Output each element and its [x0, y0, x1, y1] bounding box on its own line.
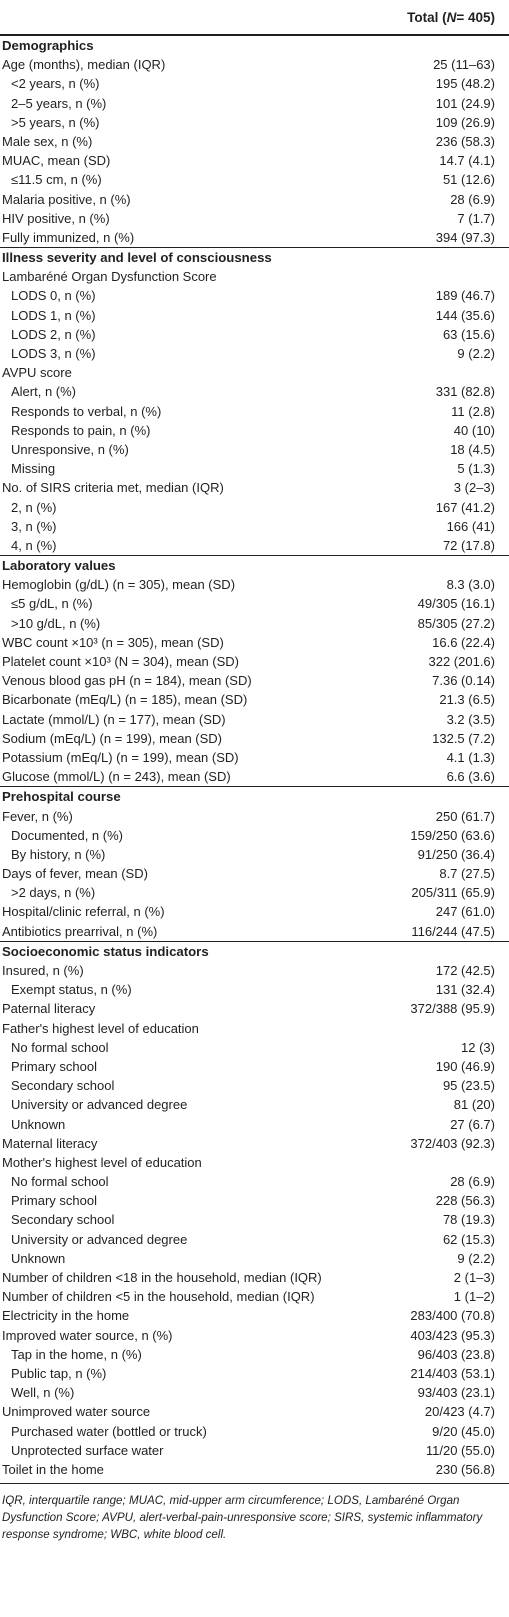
row-label: Potassium (mEq/L) (n = 199), mean (SD) — [2, 749, 239, 765]
row-label: Age (months), median (IQR) — [2, 57, 166, 73]
section-header — [0, 786, 509, 806]
row-value: 85/305 (27.2) — [417, 615, 495, 631]
row-label: Responds to pain, n (%) — [11, 422, 151, 438]
row-value: 12 (3) — [461, 1039, 495, 1055]
row-value: 25 (11–63) — [433, 57, 495, 73]
table-row — [0, 594, 509, 613]
table-row — [0, 690, 509, 709]
row-value: 236 (58.3) — [435, 133, 495, 149]
row-value: 7.36 (0.14) — [432, 673, 495, 689]
row-value: 116/244 (47.5) — [411, 923, 495, 939]
table-row — [0, 1287, 509, 1306]
row-label: Hemoglobin (g/dL) (n = 305), mean (SD) — [2, 577, 236, 593]
table-row — [0, 478, 509, 497]
row-label: Lactate (mmol/L) (n = 177), mean (SD) — [2, 711, 226, 727]
row-value: 11/20 (55.0) — [425, 1442, 495, 1458]
table-row — [0, 729, 509, 748]
row-value: 159/250 (63.6) — [410, 827, 495, 843]
row-value: 7 (1.7) — [457, 210, 495, 226]
row-value: 28 (6.9) — [450, 191, 495, 207]
row-label: Primary school — [11, 1058, 97, 1074]
row-value: 96/403 (23.8) — [417, 1346, 495, 1362]
row-value: 51 (12.6) — [442, 172, 495, 188]
row-label: Venous blood gas pH (n = 184), mean (SD) — [2, 673, 252, 689]
table-row — [0, 845, 509, 864]
row-label: Primary school — [11, 1193, 97, 1209]
row-label: <2 years, n (%) — [11, 76, 100, 92]
row-label: Maternal literacy — [2, 1135, 98, 1151]
row-label: Socioeconomic status indicators — [2, 943, 209, 959]
table-body — [0, 35, 509, 1479]
row-label: Paternal literacy — [2, 1001, 96, 1017]
row-value: 131 (32.4) — [435, 982, 495, 998]
row-value: 3 (2–3) — [453, 480, 495, 496]
row-label: University or advanced degree — [11, 1231, 188, 1247]
table-row — [0, 1230, 509, 1249]
row-label: Illness severity and level of consciousness — [2, 250, 272, 266]
row-label: 2–5 years, n (%) — [11, 95, 107, 111]
table-row — [0, 864, 509, 883]
row-value: 394 (97.3) — [435, 229, 495, 245]
row-value: 372/388 (95.9) — [410, 1001, 495, 1017]
row-label: Secondary school — [11, 1078, 115, 1094]
row-value: 214/403 (53.1) — [410, 1365, 495, 1381]
row-label: Alert, n (%) — [11, 384, 77, 400]
row-value: 49/305 (16.1) — [417, 596, 495, 612]
row-label: >10 g/dL, n (%) — [11, 615, 101, 631]
table-row — [0, 1364, 509, 1383]
row-value: 62 (15.3) — [442, 1231, 495, 1247]
table-row — [0, 1153, 509, 1172]
row-label: WBC count ×10³ (n = 305), mean (SD) — [2, 634, 224, 650]
table-row — [0, 382, 509, 401]
table-row — [0, 113, 509, 132]
row-value: 132.5 (7.2) — [432, 730, 495, 746]
table-row — [0, 883, 509, 902]
row-label: No. of SIRS criteria met, median (IQR) — [2, 480, 224, 496]
column-header-suffix: = 405) — [456, 9, 495, 25]
row-value: 8.3 (3.0) — [446, 577, 495, 593]
row-label: LODS 0, n (%) — [11, 288, 96, 304]
table-row — [0, 325, 509, 344]
table-row — [0, 1268, 509, 1287]
row-value: 28 (6.9) — [450, 1174, 495, 1190]
table-row — [0, 575, 509, 594]
footnote: IQR, interquartile range; MUAC, mid-upper arm circumference; LODS, Lambaréné Organ Dysfunction Score; AVPU, alert-verbal-pain-unresponsive score; SIRS, systemic inflammatory response syndrome; WBC, white blood cell. — [0, 1483, 509, 1543]
row-label: No formal school — [11, 1174, 109, 1190]
table-row — [0, 980, 509, 999]
table-row — [0, 1210, 509, 1229]
row-value: 190 (46.9) — [435, 1058, 495, 1074]
row-label: Lambaréné Organ Dysfunction Score — [2, 269, 217, 285]
row-value: 403/423 (95.3) — [410, 1327, 495, 1343]
table-row — [0, 363, 509, 382]
table-row — [0, 633, 509, 652]
row-label: Number of children <5 in the household, median (IQR) — [2, 1289, 315, 1305]
table-row — [0, 922, 509, 941]
table-row — [0, 1402, 509, 1421]
row-label: 2, n (%) — [11, 499, 57, 515]
table-row — [0, 1383, 509, 1402]
row-label: Number of children <18 in the household, median (IQR) — [2, 1270, 322, 1285]
row-value: 195 (48.2) — [435, 76, 495, 92]
table-row — [0, 498, 509, 517]
row-value: 91/250 (36.4) — [417, 846, 495, 862]
table-row — [0, 1095, 509, 1114]
row-label: Insured, n (%) — [2, 963, 84, 978]
table-row — [0, 652, 509, 671]
row-label: Bicarbonate (mEq/L) (n = 185), mean (SD) — [2, 692, 248, 708]
table-row — [0, 1172, 509, 1191]
table-row — [0, 1019, 509, 1038]
row-value: 372/403 (92.3) — [410, 1135, 495, 1151]
row-label: Well, n (%) — [11, 1385, 75, 1401]
row-value: 11 (2.8) — [451, 403, 495, 419]
table-row — [0, 286, 509, 305]
table-row — [0, 74, 509, 93]
table-row — [0, 1306, 509, 1325]
table-row — [0, 1441, 509, 1460]
row-label: ≤11.5 cm, n (%) — [11, 172, 102, 188]
row-label: Documented, n (%) — [11, 827, 123, 843]
row-label: University or advanced degree — [11, 1097, 188, 1113]
row-label: HIV positive, n (%) — [2, 210, 110, 226]
row-label: MUAC, mean (SD) — [2, 153, 111, 169]
row-label: Unprotected surface water — [11, 1442, 164, 1458]
row-label: Missing — [11, 461, 56, 477]
table-row — [0, 1345, 509, 1364]
row-value: 247 (61.0) — [435, 904, 495, 920]
row-value: 3.2 (3.5) — [446, 711, 495, 727]
table-row — [0, 961, 509, 980]
table-row — [0, 267, 509, 286]
row-label: By history, n (%) — [11, 846, 106, 862]
row-label: Unresponsive, n (%) — [11, 441, 129, 457]
row-label: >5 years, n (%) — [11, 114, 100, 130]
row-value: 16.6 (22.4) — [432, 634, 495, 650]
row-label: >2 days, n (%) — [11, 885, 96, 901]
table-row — [0, 536, 509, 555]
row-value: 1 (1–2) — [453, 1289, 495, 1305]
table-row — [0, 1460, 509, 1479]
row-value: 63 (15.6) — [442, 326, 495, 342]
row-label: Demographics — [2, 38, 94, 53]
row-value: 230 (56.8) — [435, 1461, 495, 1477]
section-header — [0, 35, 509, 55]
row-value: 14.7 (4.1) — [439, 153, 495, 169]
table-row — [0, 1249, 509, 1268]
table-row — [0, 902, 509, 921]
row-value: 18 (4.5) — [450, 441, 495, 457]
row-label: LODS 3, n (%) — [11, 346, 96, 361]
table-row — [0, 209, 509, 228]
table-row — [0, 440, 509, 459]
row-value: 72 (17.8) — [442, 537, 495, 553]
row-value: 9/20 (45.0) — [432, 1423, 495, 1439]
row-label: Antibiotics prearrival, n (%) — [2, 923, 158, 939]
row-label: Public tap, n (%) — [11, 1365, 107, 1381]
row-label: Improved water source, n (%) — [2, 1327, 173, 1343]
row-value: 5 (1.3) — [457, 461, 495, 477]
column-header-prefix: Total ( — [407, 9, 447, 25]
row-value: 144 (35.6) — [435, 307, 495, 323]
row-label: LODS 1, n (%) — [11, 307, 96, 323]
row-value: 40 (10) — [453, 422, 495, 438]
row-label: Glucose (mmol/L) (n = 243), mean (SD) — [2, 769, 231, 785]
table-row — [0, 614, 509, 633]
row-label: 4, n (%) — [11, 537, 57, 553]
row-label: Toilet in the home — [2, 1461, 104, 1477]
row-value: 205/311 (65.9) — [411, 885, 495, 901]
table-row — [0, 459, 509, 478]
row-value: 101 (24.9) — [435, 95, 495, 111]
table-row — [0, 748, 509, 767]
table-row — [0, 94, 509, 113]
table-row — [0, 517, 509, 536]
row-label: Mother's highest level of education — [2, 1154, 202, 1170]
row-value: 167 (41.2) — [435, 499, 495, 515]
row-value: 20/423 (4.7) — [424, 1404, 495, 1420]
row-label: LODS 2, n (%) — [11, 326, 96, 342]
row-value: 322 (201.6) — [428, 654, 495, 669]
table-row — [0, 190, 509, 209]
table-row — [0, 1038, 509, 1057]
row-value: 4.1 (1.3) — [446, 749, 495, 765]
row-value: 81 (20) — [453, 1097, 495, 1113]
section-header — [0, 555, 509, 575]
row-value: 93/403 (23.1) — [417, 1385, 495, 1401]
row-label: AVPU score — [2, 365, 72, 381]
table-row — [0, 170, 509, 189]
row-label: Father's highest level of education — [2, 1020, 199, 1036]
section-header — [0, 247, 509, 267]
table-row — [0, 807, 509, 826]
row-label: Malaria positive, n (%) — [2, 191, 131, 207]
table-row — [0, 55, 509, 74]
table-row — [0, 710, 509, 729]
row-label: Unknown — [11, 1116, 66, 1132]
row-label: Fever, n (%) — [2, 808, 73, 824]
table-row — [0, 1191, 509, 1210]
row-label: Days of fever, mean (SD) — [2, 866, 148, 882]
table-row — [0, 132, 509, 151]
table-row — [0, 1134, 509, 1153]
row-label: Sodium (mEq/L) (n = 199), mean (SD) — [2, 730, 222, 746]
column-header — [0, 0, 509, 35]
table-row — [0, 1326, 509, 1345]
row-label: Responds to verbal, n (%) — [11, 403, 162, 419]
row-label: Laboratory values — [2, 558, 116, 574]
row-value: 331 (82.8) — [435, 384, 495, 400]
row-value: 9 (2.2) — [457, 346, 495, 361]
row-value: 2 (1–3) — [453, 1270, 495, 1285]
row-label: Hospital/clinic referral, n (%) — [2, 904, 165, 920]
row-value: 78 (19.3) — [442, 1212, 495, 1228]
table-row — [0, 344, 509, 363]
row-value: 172 (42.5) — [435, 963, 495, 978]
table-row — [0, 402, 509, 421]
table-row — [0, 421, 509, 440]
row-value: 166 (41) — [446, 518, 495, 534]
row-label: 3, n (%) — [11, 518, 57, 534]
row-value: 228 (56.3) — [435, 1193, 495, 1209]
row-value: 8.7 (27.5) — [439, 866, 495, 882]
row-label: Purchased water (bottled or truck) — [11, 1423, 207, 1439]
table-row — [0, 999, 509, 1018]
table-row — [0, 228, 509, 247]
row-value: 6.6 (3.6) — [446, 769, 495, 785]
row-value: 9 (2.2) — [457, 1250, 495, 1266]
row-label: Electricity in the home — [2, 1308, 130, 1324]
row-value: 21.3 (6.5) — [439, 692, 495, 708]
table-row — [0, 306, 509, 325]
table-row — [0, 826, 509, 845]
row-value: 189 (46.7) — [435, 288, 495, 304]
table-row — [0, 671, 509, 690]
row-value: 109 (26.9) — [435, 114, 495, 130]
row-label: Male sex, n (%) — [2, 133, 93, 149]
row-label: Fully immunized, n (%) — [2, 229, 135, 245]
table-row — [0, 1076, 509, 1095]
section-header — [0, 941, 509, 961]
row-label: Secondary school — [11, 1212, 115, 1228]
row-label: Platelet count ×10³ (N = 304), mean (SD) — [2, 654, 240, 669]
row-label: Exempt status, n (%) — [11, 982, 132, 998]
table-row — [0, 1422, 509, 1441]
row-label: Unimproved water source — [2, 1404, 151, 1420]
table-row — [0, 151, 509, 170]
row-value: 95 (23.5) — [442, 1078, 495, 1094]
row-value: 250 (61.7) — [435, 808, 495, 824]
row-label: ≤5 g/dL, n (%) — [11, 596, 93, 612]
table-row — [0, 1115, 509, 1134]
table-row — [0, 767, 509, 786]
row-value: 27 (6.7) — [450, 1116, 495, 1132]
table-row — [0, 1057, 509, 1076]
row-value: 283/400 (70.8) — [410, 1308, 495, 1324]
row-label: Unknown — [11, 1250, 66, 1266]
row-label: Prehospital course — [2, 789, 121, 805]
row-label: No formal school — [11, 1039, 109, 1055]
column-header-n: N — [446, 9, 457, 25]
row-label: Tap in the home, n (%) — [11, 1346, 142, 1362]
